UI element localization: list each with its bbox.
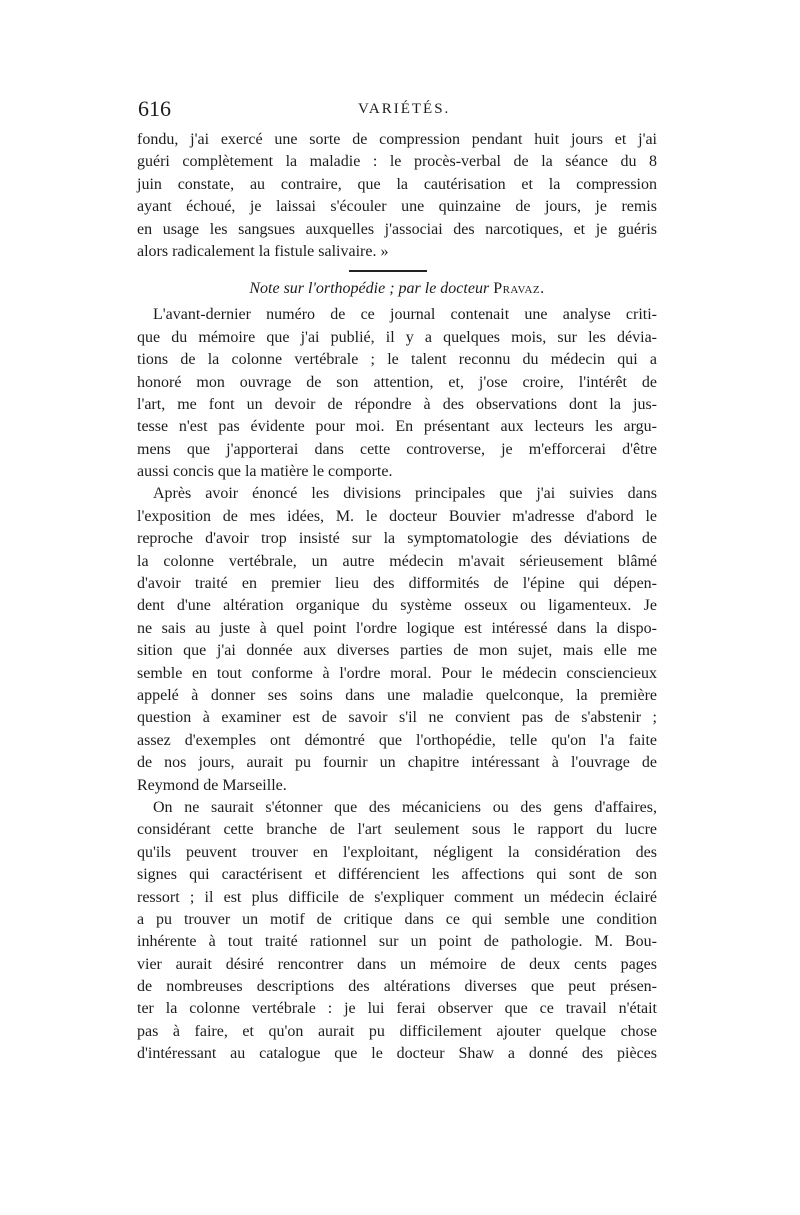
text-line: guéri complètement la maladie : le procès-verbal de la séance du 8 bbox=[137, 153, 657, 171]
paragraph-order-of-topics bbox=[137, 483, 657, 796]
text-line: l'exposition de mes idées, M. le docteur Bouvier m'adresse d'abord le bbox=[137, 507, 657, 525]
text-line: de nombreuses descriptions des altérations diverses que peut présen- bbox=[137, 978, 657, 996]
note-title-text: Note sur l'orthopédie ; par le docteur bbox=[249, 280, 490, 298]
running-head: VARIÉTÉS. bbox=[358, 101, 451, 117]
text-line: signes qui caractérisent et différencient les affections qui sont de son bbox=[137, 866, 657, 884]
page-number: 616 bbox=[138, 96, 171, 121]
text-line: a pu trouver un motif de critique dans ce qui semble une condition bbox=[137, 910, 657, 928]
page-body bbox=[137, 129, 657, 1066]
text-line: d'intéressant au catalogue que le docteur Shaw a donné des pièces bbox=[137, 1045, 657, 1063]
text-line: considérant cette branche de l'art seulement sous le rapport du lucre bbox=[137, 821, 657, 839]
text-line: ne sais au juste à quel point l'ordre logique est intéressé dans la dispo- bbox=[137, 619, 657, 637]
text-line: semble en tout conforme à l'ordre moral. Pour le médecin consciencieux bbox=[137, 664, 657, 682]
text-line: ter la colonne vertébrale : je lui ferai observer que ce travail n'était bbox=[137, 1000, 657, 1018]
page-header bbox=[138, 96, 658, 128]
text-line: en usage les sangsues auxquelles j'associai des narcotiques, et je guéris bbox=[137, 220, 657, 238]
text-line: tions de la colonne vertébrale ; le talent reconnu du médecin qui a bbox=[137, 351, 657, 369]
text-line: juin constate, au contraire, que la cautérisation et la compression bbox=[137, 175, 657, 193]
text-line: reproche d'avoir trop insisté sur la symptomatologie des déviations de bbox=[137, 530, 657, 548]
text-line: d'avoir traité en premier lieu des difformités de l'épine qui dépen- bbox=[137, 575, 657, 593]
text-line: Après avoir énoncé les divisions principales que j'ai suivies dans bbox=[153, 485, 657, 503]
paragraph-criticism-response bbox=[137, 797, 657, 1066]
text-line: ayant échoué, je laissai s'écouler une quinzaine de jours, je remis bbox=[137, 198, 657, 216]
text-line: qu'ils peuvent trouver en l'exploitant, négligent la considération des bbox=[137, 843, 657, 861]
text-line: sition que j'ai donnée aux diverses parties de mon sujet, mais elle me bbox=[137, 642, 657, 660]
text-line: assez d'exemples ont démontré que l'orthopédie, telle qu'on l'a faite bbox=[137, 731, 657, 749]
text-line: honoré mon ouvrage de son attention, et, j'ose croire, l'intérêt de bbox=[137, 373, 657, 391]
note-author: Pravaz. bbox=[493, 280, 545, 298]
text-line: mens que j'apporterai dans cette controverse, je m'efforcerai d'être bbox=[137, 440, 657, 458]
text-line: Reymond de Marseille. bbox=[137, 776, 287, 794]
text-line: la colonne vertébrale, un autre médecin m'avait sérieusement blâmé bbox=[137, 552, 657, 570]
text-line: dent d'une altération organique du système osseux ou ligamenteux. Je bbox=[137, 597, 657, 615]
text-line: l'art, me font un devoir de répondre à des observations dont la jus- bbox=[137, 395, 657, 413]
text-line: aussi concis que la matière le comporte. bbox=[137, 463, 393, 481]
note-title bbox=[137, 278, 657, 304]
text-line: fondu, j'ai exercé une sorte de compression pendant huit jours et j'ai bbox=[137, 131, 657, 148]
text-line: ressort ; il est plus difficile de s'expliquer comment un médecin éclairé bbox=[137, 888, 657, 906]
section-divider bbox=[349, 270, 427, 272]
text-line: alors radicalement la fistule salivaire. » bbox=[137, 242, 389, 260]
paragraph-introduction bbox=[137, 304, 657, 483]
text-line: vier aurait désiré rencontrer dans un mémoire de deux cents pages bbox=[137, 955, 657, 973]
text-line: inhérente à tout traité rationnel sur un point de pathologie. M. Bou- bbox=[137, 933, 657, 951]
text-line: pas à faire, et qu'on aurait pu difficilement ajouter quelque chose bbox=[137, 1022, 657, 1040]
text-line: que du mémoire que j'ai publié, il y a quelques mois, sur les dévia- bbox=[137, 328, 657, 346]
text-line: appelé à donner ses soins dans une maladie quelconque, la première bbox=[137, 686, 657, 704]
text-line: L'avant-dernier numéro de ce journal contenait une analyse criti- bbox=[153, 306, 657, 324]
text-line: question à examiner est de savoir s'il ne convient pas de s'abstenir ; bbox=[137, 709, 657, 727]
text-line: de nos jours, aurait pu fournir un chapitre intéressant à l'ouvrage de bbox=[137, 754, 657, 772]
paragraph-fistula-conclusion bbox=[137, 129, 657, 263]
text-line: On ne saurait s'étonner que des mécaniciens ou des gens d'affaires, bbox=[153, 798, 657, 816]
text-line: tesse n'est pas évidente pour moi. En présentant aux lecteurs les argu- bbox=[137, 418, 657, 436]
